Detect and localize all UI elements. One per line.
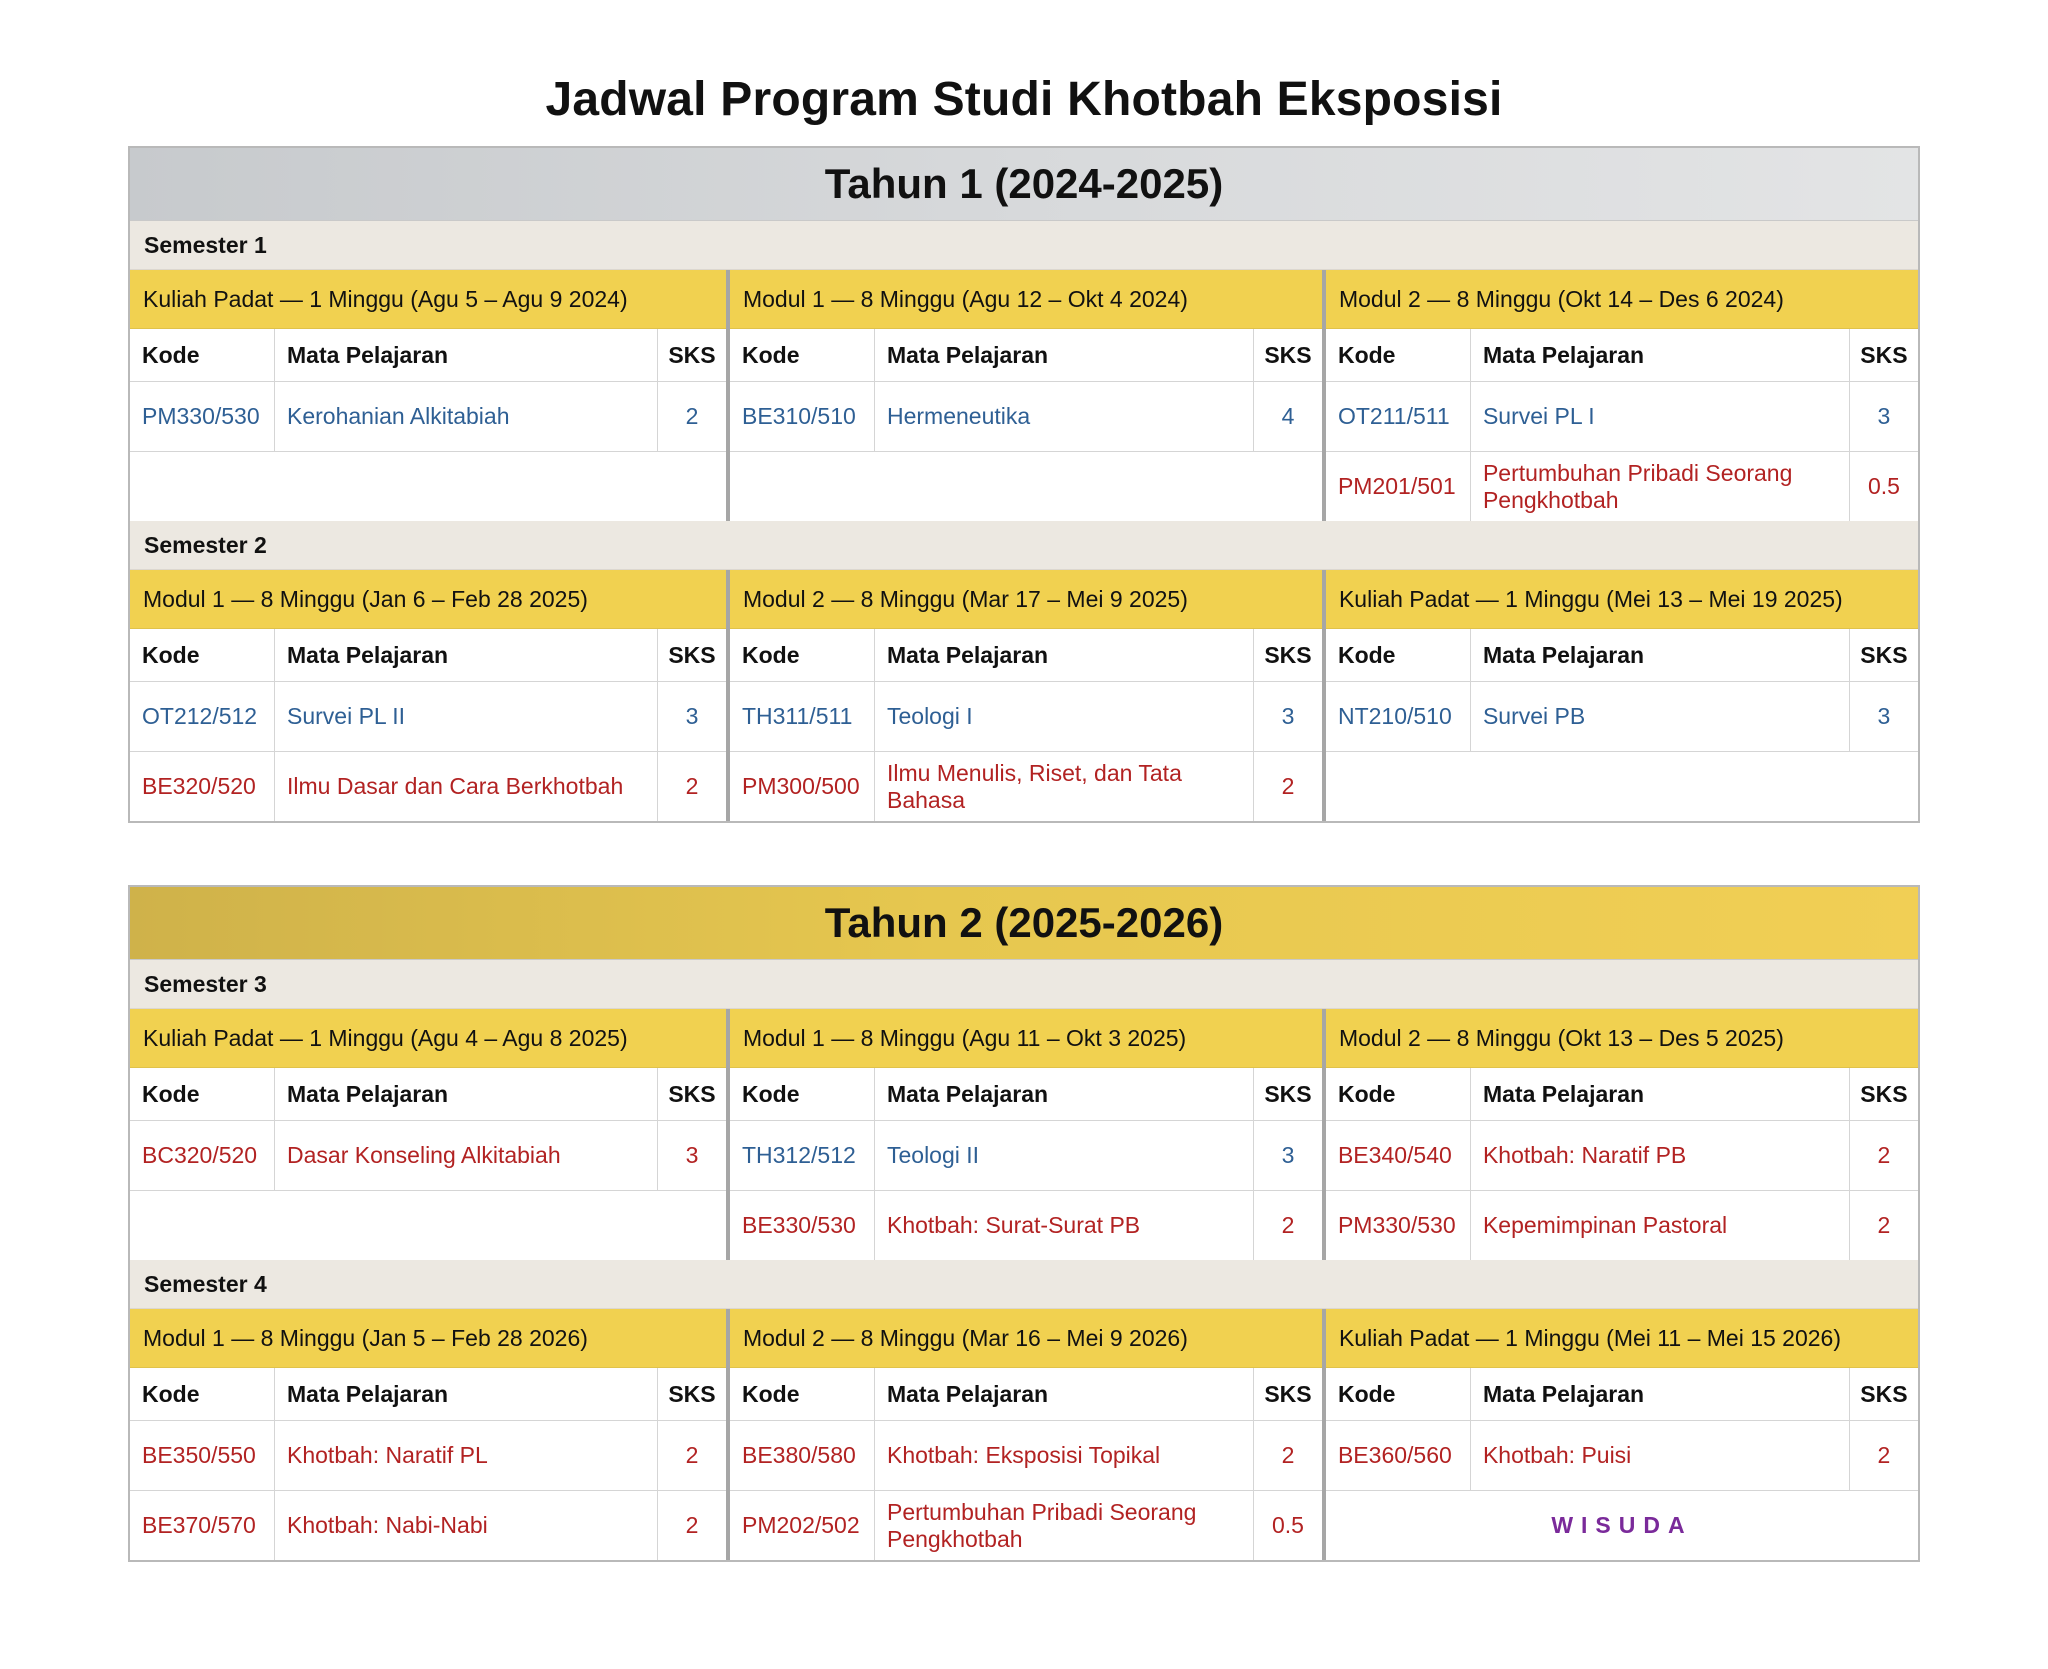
module-header: Modul 2 — 8 Minggu (Okt 14 – Des 6 2024) <box>1326 270 1918 329</box>
empty-row <box>130 452 726 522</box>
course-row <box>1326 452 1918 522</box>
module-header: Modul 1 — 8 Minggu (Jan 5 – Feb 28 2026) <box>130 1309 726 1368</box>
course-row <box>1326 1121 1918 1191</box>
course-row <box>130 752 726 822</box>
module-column <box>1322 270 1918 521</box>
course-code: PM202/502 <box>730 1491 875 1561</box>
course-table <box>1326 1068 1918 1260</box>
header-credits: SKS <box>1849 629 1918 682</box>
header-course: Mata Pelajaran <box>874 629 1253 682</box>
module-column <box>1322 1309 1918 1560</box>
course-code: BE310/510 <box>730 382 875 452</box>
course-name: Pertumbuhan Pribadi Seorang Pengkhotbah <box>874 1491 1253 1561</box>
course-table-header <box>730 1068 1322 1121</box>
course-row <box>130 1421 726 1491</box>
header-credits: SKS <box>1253 629 1322 682</box>
course-name: Teologi I <box>874 682 1253 752</box>
course-row <box>130 382 726 452</box>
course-code: TH311/511 <box>730 682 875 752</box>
module-header: Modul 2 — 8 Minggu (Okt 13 – Des 5 2025) <box>1326 1009 1918 1068</box>
module-header: Modul 2 — 8 Minggu (Mar 17 – Mei 9 2025) <box>730 570 1322 629</box>
header-course: Mata Pelajaran <box>1470 629 1849 682</box>
course-row <box>130 682 726 752</box>
empty-cell <box>1326 752 1918 822</box>
course-name: Survei PL II <box>275 682 658 752</box>
header-credits: SKS <box>657 1068 726 1121</box>
course-credits: 2 <box>1849 1421 1918 1491</box>
course-row <box>1326 1421 1918 1491</box>
module-column <box>130 270 726 521</box>
header-course: Mata Pelajaran <box>275 629 658 682</box>
module-header: Kuliah Padat — 1 Minggu (Agu 4 – Agu 8 2025) <box>130 1009 726 1068</box>
course-name: Kerohanian Alkitabiah <box>275 382 658 452</box>
course-credits: 2 <box>1281 773 1295 799</box>
course-row <box>1326 382 1918 452</box>
course-table-header <box>1326 329 1918 382</box>
module-column <box>1322 1009 1918 1260</box>
course-credits: 3 <box>1849 382 1918 452</box>
course-table <box>130 1068 726 1260</box>
course-table-header <box>130 1368 726 1421</box>
course-table-header <box>730 1368 1322 1421</box>
course-credits: 3 <box>1253 1121 1322 1191</box>
header-course: Mata Pelajaran <box>874 1368 1253 1421</box>
module-column <box>130 570 726 821</box>
course-credits: 3 <box>1849 682 1918 752</box>
course-code: BE340/540 <box>1326 1121 1471 1191</box>
header-credits: SKS <box>1253 329 1322 382</box>
course-row <box>130 1491 726 1561</box>
course-code: PM330/530 <box>1326 1191 1471 1261</box>
course-table <box>730 1368 1322 1560</box>
course-code: BE330/530 <box>730 1191 875 1261</box>
course-row <box>1326 682 1918 752</box>
empty-cell <box>130 1191 726 1261</box>
course-credits: 3 <box>657 682 726 752</box>
header-credits: SKS <box>657 1368 726 1421</box>
semester-title: Semester 3 <box>130 960 1918 1009</box>
header-code: Kode <box>1326 1068 1471 1121</box>
empty-row <box>1326 752 1918 822</box>
header-course: Mata Pelajaran <box>275 329 658 382</box>
year-1-block <box>128 146 1920 823</box>
page-title: Jadwal Program Studi Khotbah Eksposisi <box>545 73 1503 126</box>
course-name: Survei PB <box>1470 682 1849 752</box>
course-credits: 2 <box>657 1421 726 1491</box>
course-code: BE360/560 <box>1326 1421 1471 1491</box>
module-row <box>130 570 1918 821</box>
course-code: BE320/520 <box>130 752 275 822</box>
course-name: Khotbah: Puisi <box>1470 1421 1849 1491</box>
header-course: Mata Pelajaran <box>874 329 1253 382</box>
course-name: Hermeneutika <box>874 382 1253 452</box>
module-column <box>1322 570 1918 821</box>
course-row <box>1326 1191 1918 1261</box>
course-credits: 2 <box>1281 1212 1295 1238</box>
course-name: Khotbah: Surat-Surat PB <box>874 1191 1253 1261</box>
course-table <box>1326 329 1918 521</box>
course-table-header <box>730 329 1322 382</box>
header-course: Mata Pelajaran <box>1470 1368 1849 1421</box>
course-credits: 2 <box>657 382 726 452</box>
course-row <box>730 752 1322 822</box>
semester-title: Semester 2 <box>130 521 1918 570</box>
course-credits: 4 <box>1253 382 1322 452</box>
course-code: OT211/511 <box>1326 382 1471 452</box>
course-table <box>130 329 726 521</box>
semester-3 <box>130 960 1918 1260</box>
course-table <box>130 1368 726 1560</box>
module-column <box>726 570 1322 821</box>
empty-cell <box>730 452 1322 522</box>
course-credits: 2 <box>1877 1212 1891 1238</box>
header-code: Kode <box>1326 1368 1471 1421</box>
module-row <box>130 1309 1918 1560</box>
header-code: Kode <box>1326 329 1471 382</box>
semester-2 <box>130 521 1918 821</box>
course-code: BE350/550 <box>130 1421 275 1491</box>
year-header: Tahun 1 (2024-2025) <box>130 148 1918 221</box>
course-table <box>730 1068 1322 1260</box>
header-code: Kode <box>1326 629 1471 682</box>
course-code: PM330/530 <box>130 382 275 452</box>
module-row <box>130 270 1918 521</box>
course-code: NT210/510 <box>1326 682 1471 752</box>
course-name: Survei PL I <box>1470 382 1849 452</box>
header-code: Kode <box>130 1368 275 1421</box>
course-credits: 0.5 <box>1867 473 1900 499</box>
module-header: Modul 1 — 8 Minggu (Agu 12 – Okt 4 2024) <box>730 270 1322 329</box>
module-header: Kuliah Padat — 1 Minggu (Mei 11 – Mei 15 2026) <box>1326 1309 1918 1368</box>
course-credits: 2 <box>1253 1421 1322 1491</box>
graduation-row <box>1326 1491 1918 1561</box>
module-column <box>726 1009 1322 1260</box>
course-table <box>1326 1368 1918 1560</box>
course-table-header <box>130 329 726 382</box>
course-code: BE380/580 <box>730 1421 875 1491</box>
course-code: BC320/520 <box>130 1121 275 1191</box>
course-credits: 2 <box>685 773 699 799</box>
course-credits: 0.5 <box>1271 1512 1304 1538</box>
semester-title: Semester 1 <box>130 221 1918 270</box>
empty-cell <box>130 452 726 522</box>
course-table <box>730 629 1322 821</box>
module-column <box>726 270 1322 521</box>
course-name: Ilmu Menulis, Riset, dan Tata Bahasa <box>874 752 1253 822</box>
course-table-header <box>1326 1068 1918 1121</box>
header-course: Mata Pelajaran <box>1470 1068 1849 1121</box>
header-code: Kode <box>130 629 275 682</box>
graduation-label: WISUDA <box>1551 1512 1693 1538</box>
header-credits: SKS <box>1849 1068 1918 1121</box>
course-name: Ilmu Dasar dan Cara Berkhotbah <box>275 752 658 822</box>
course-row <box>730 382 1322 452</box>
course-table-header <box>730 629 1322 682</box>
year-header: Tahun 2 (2025-2026) <box>130 887 1918 960</box>
module-column <box>726 1309 1322 1560</box>
course-table-header <box>1326 629 1918 682</box>
header-credits: SKS <box>1253 1368 1322 1421</box>
course-code: OT212/512 <box>130 682 275 752</box>
semester-1 <box>130 221 1918 521</box>
course-code: PM201/501 <box>1326 452 1471 522</box>
course-table <box>730 329 1322 521</box>
empty-row <box>730 452 1322 522</box>
course-code: PM300/500 <box>730 752 875 822</box>
header-credits: SKS <box>1849 1368 1918 1421</box>
header-code: Kode <box>730 1068 875 1121</box>
semester-title: Semester 4 <box>130 1260 1918 1309</box>
course-code: BE370/570 <box>130 1491 275 1561</box>
header-course: Mata Pelajaran <box>275 1368 658 1421</box>
course-credits: 2 <box>685 1512 699 1538</box>
module-header: Kuliah Padat — 1 Minggu (Mei 13 – Mei 19 2025) <box>1326 570 1918 629</box>
course-name: Khotbah: Naratif PB <box>1470 1121 1849 1191</box>
course-name: Pertumbuhan Pribadi Seorang Pengkhotbah <box>1470 452 1849 522</box>
course-table-header <box>130 1068 726 1121</box>
module-header: Modul 2 — 8 Minggu (Mar 16 – Mei 9 2026) <box>730 1309 1322 1368</box>
course-row <box>730 1421 1322 1491</box>
course-table-header <box>1326 1368 1918 1421</box>
course-row <box>730 1191 1322 1261</box>
header-code: Kode <box>130 329 275 382</box>
header-credits: SKS <box>657 629 726 682</box>
course-table <box>1326 629 1918 821</box>
course-row <box>730 1121 1322 1191</box>
header-code: Kode <box>730 629 875 682</box>
course-name: Khotbah: Eksposisi Topikal <box>874 1421 1253 1491</box>
semester-4 <box>130 1260 1918 1560</box>
header-code: Kode <box>730 1368 875 1421</box>
header-code: Kode <box>730 329 875 382</box>
course-code: TH312/512 <box>730 1121 875 1191</box>
module-row <box>130 1009 1918 1260</box>
module-column <box>130 1309 726 1560</box>
year-2-block <box>128 885 1920 1562</box>
course-table <box>130 629 726 821</box>
empty-row <box>130 1191 726 1261</box>
course-name: Khotbah: Nabi-Nabi <box>275 1491 658 1561</box>
course-name: Teologi II <box>874 1121 1253 1191</box>
module-column <box>130 1009 726 1260</box>
module-header: Kuliah Padat — 1 Minggu (Agu 5 – Agu 9 2024) <box>130 270 726 329</box>
module-header: Modul 1 — 8 Minggu (Jan 6 – Feb 28 2025) <box>130 570 726 629</box>
header-credits: SKS <box>657 329 726 382</box>
course-credits: 3 <box>1253 682 1322 752</box>
course-credits: 3 <box>657 1121 726 1191</box>
course-name: Dasar Konseling Alkitabiah <box>275 1121 658 1191</box>
header-course: Mata Pelajaran <box>275 1068 658 1121</box>
course-table-header <box>130 629 726 682</box>
header-credits: SKS <box>1253 1068 1322 1121</box>
header-credits: SKS <box>1849 329 1918 382</box>
header-code: Kode <box>130 1068 275 1121</box>
course-name: Khotbah: Naratif PL <box>275 1421 658 1491</box>
module-header: Modul 1 — 8 Minggu (Agu 11 – Okt 3 2025) <box>730 1009 1322 1068</box>
course-row <box>730 682 1322 752</box>
course-row <box>130 1121 726 1191</box>
header-course: Mata Pelajaran <box>874 1068 1253 1121</box>
header-course: Mata Pelajaran <box>1470 329 1849 382</box>
course-row <box>730 1491 1322 1561</box>
course-credits: 2 <box>1849 1121 1918 1191</box>
course-name: Kepemimpinan Pastoral <box>1470 1191 1849 1261</box>
